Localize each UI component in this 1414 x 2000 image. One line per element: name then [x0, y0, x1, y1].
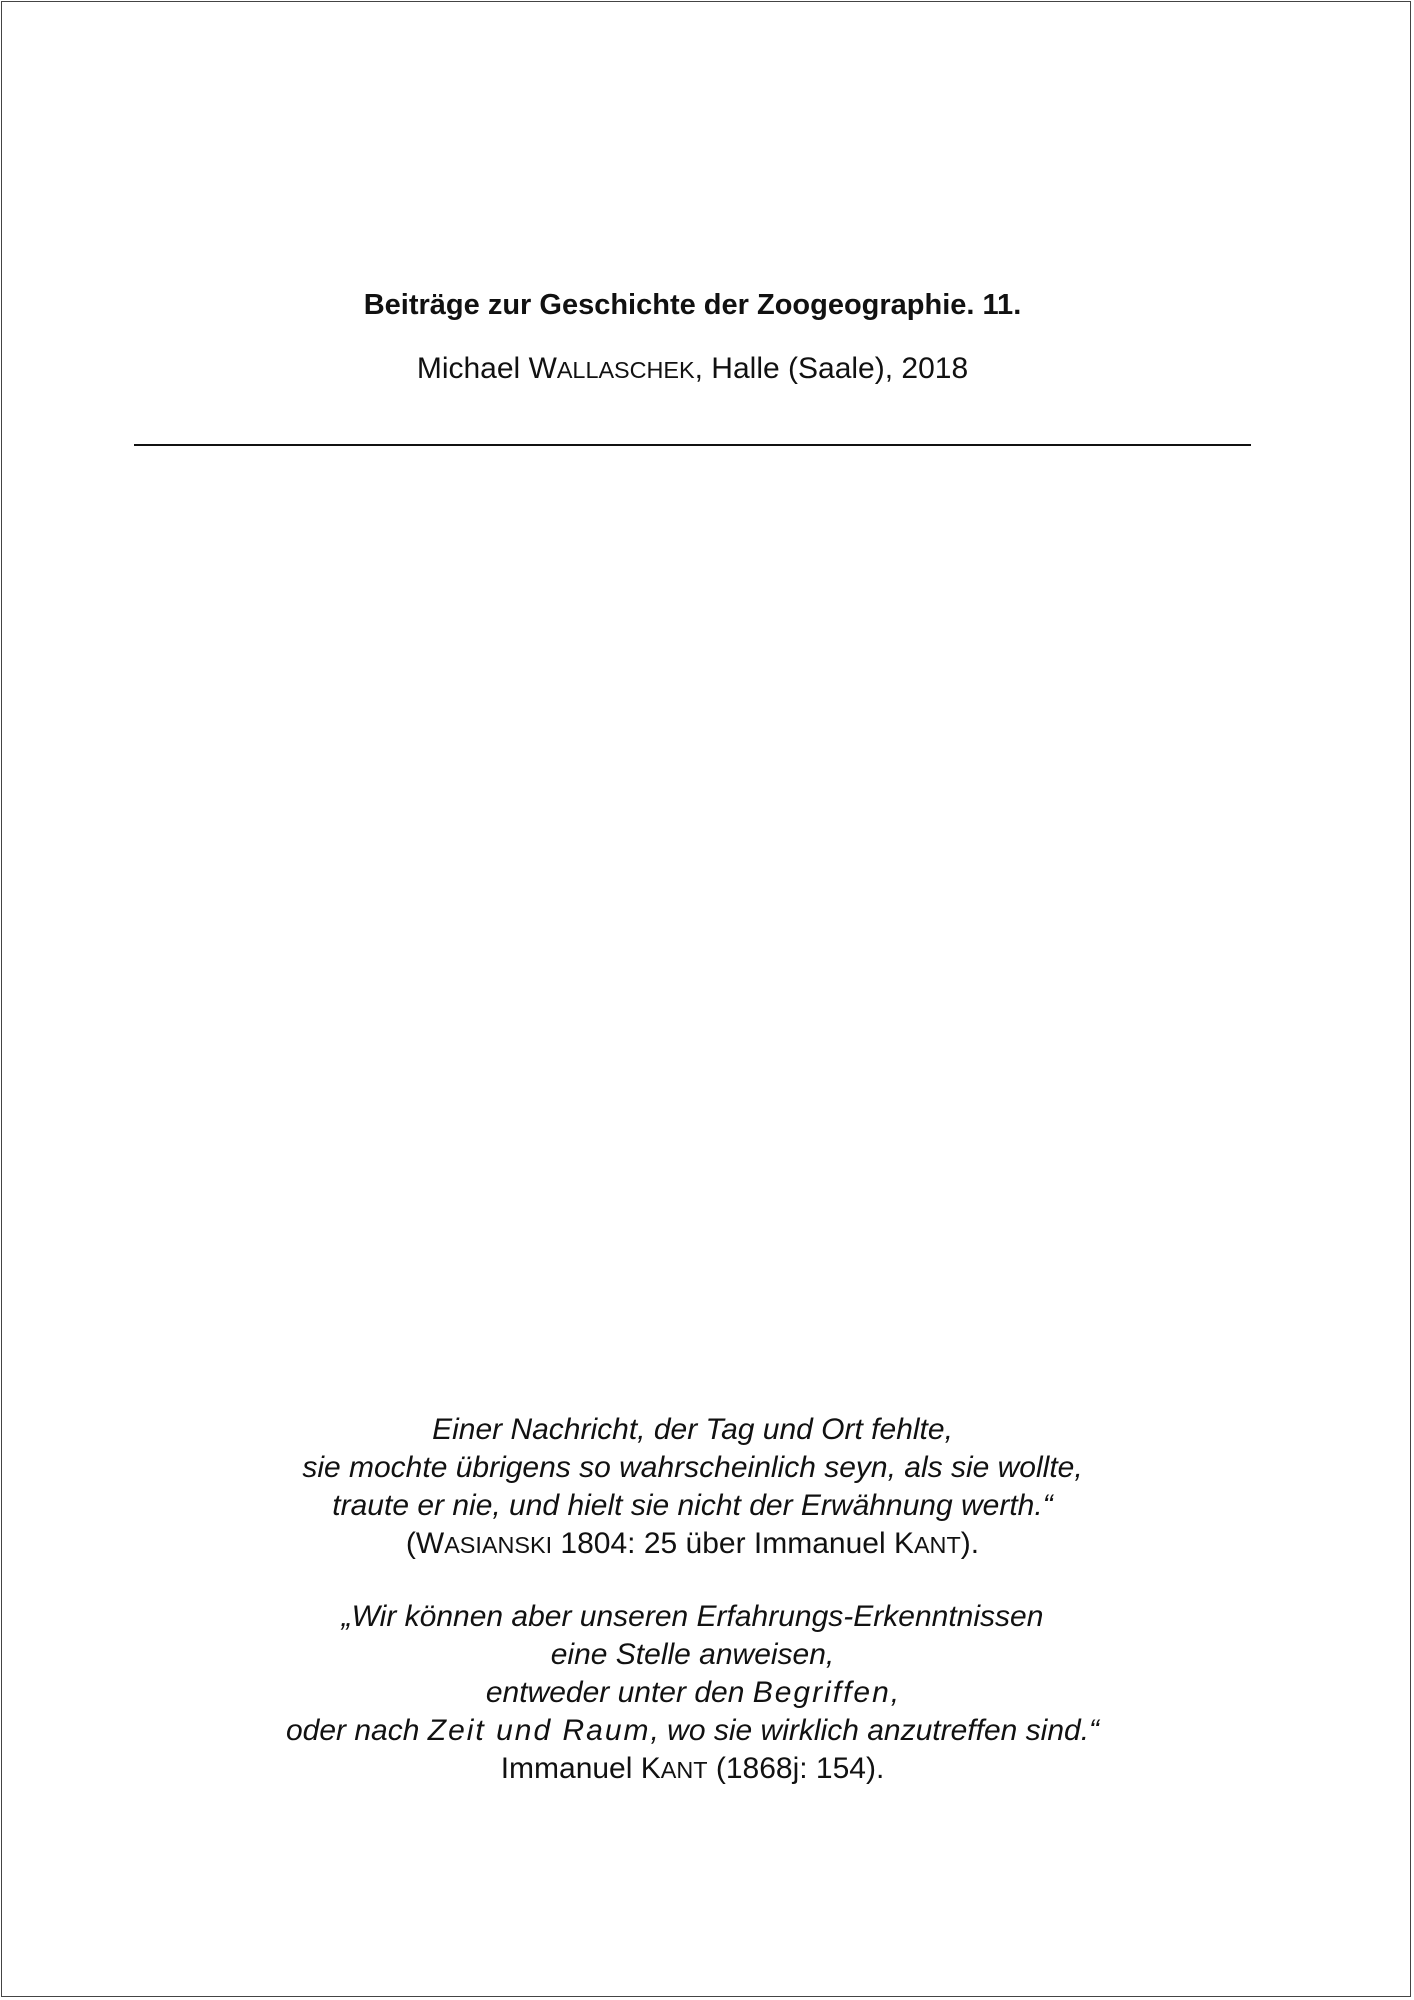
- epigraphs: [2, 1411, 1383, 1789]
- document-header: [2, 287, 1383, 388]
- quote1-line3: traute er nie, und hielt sie nicht der Erwähnung werth.“: [332, 1489, 1053, 1522]
- author-place-year: , Halle (Saale), 2018: [694, 352, 969, 385]
- author-surname: WALLASCHEK: [528, 352, 695, 385]
- quote2-citation: Immanuel KANT (1868j: 154).: [500, 1752, 885, 1785]
- quote1-line2: sie mochte übrigens so wahrscheinlich seyn, als sie wollte,: [302, 1451, 1083, 1484]
- quote2-line3: entweder unter den Begriffen,: [485, 1676, 900, 1709]
- epigraph-2: [2, 1598, 1383, 1789]
- quote2-line4: oder nach Zeit und Raum, wo sie wirklich anzutreffen sind.“: [285, 1714, 1100, 1747]
- quote1-line1: Einer Nachricht, der Tag und Ort fehlte,: [432, 1413, 953, 1446]
- epigraph-1: [2, 1411, 1383, 1564]
- author-line: [2, 351, 1383, 388]
- epigraph-spacer: [2, 1564, 1383, 1598]
- document-title: Beiträge zur Geschichte der Zoogeographie. 11.: [363, 289, 1022, 321]
- quote1-citation: (WASIANSKI 1804: 25 über Immanuel KANT).: [405, 1527, 980, 1560]
- page: [1, 1, 1411, 1997]
- quote2-line1: „Wir können aber unseren Erfahrungs-Erkenntnissen: [341, 1600, 1044, 1633]
- author-first-name: Michael: [416, 352, 521, 385]
- quote2-line2: eine Stelle anweisen,: [550, 1638, 835, 1671]
- header-divider: [134, 444, 1251, 446]
